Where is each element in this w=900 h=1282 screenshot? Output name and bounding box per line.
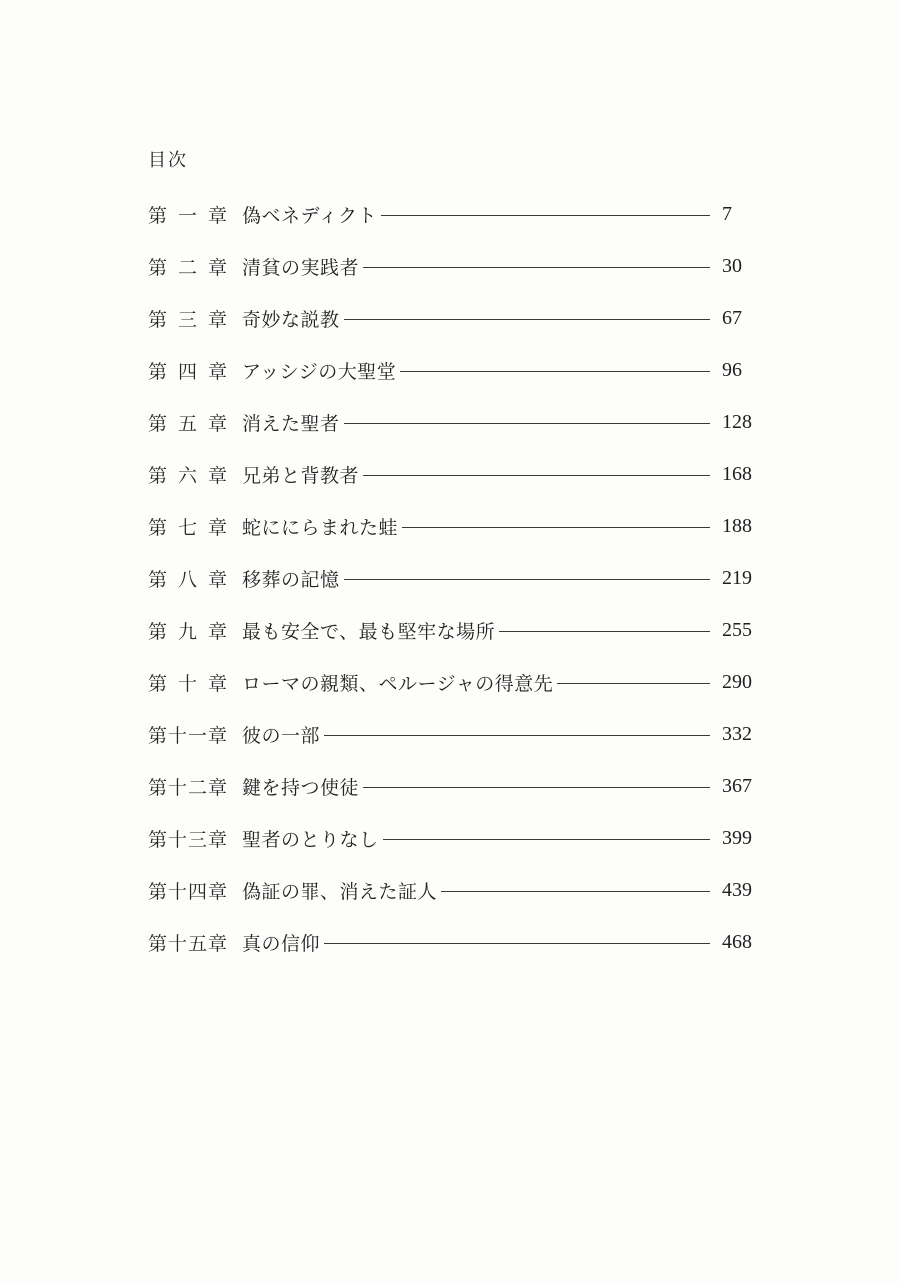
toc-entry	[148, 188, 758, 240]
chapter-number: 第十二章	[148, 777, 227, 799]
chapter-number: 第十四章	[148, 881, 227, 903]
chapter-title: 偽ベネディクト	[242, 205, 377, 227]
leader-line	[344, 423, 710, 424]
leader-line	[363, 787, 710, 788]
leader-line	[499, 631, 710, 632]
chapter-title: 偽証の罪、消えた証人	[242, 881, 438, 903]
chapter-title: 最も安全で、最も堅牢な場所	[242, 621, 496, 643]
page-number: 399	[722, 826, 752, 849]
chapter-number: 第十五章	[148, 933, 227, 955]
leader-line	[383, 839, 710, 840]
toc-entry	[148, 604, 758, 656]
page-number: 332	[722, 722, 752, 745]
toc-entry	[148, 240, 758, 292]
page-number: 255	[722, 618, 752, 641]
toc-entry	[148, 708, 758, 760]
toc-entry	[148, 760, 758, 812]
chapter-number: 第 一 章	[148, 205, 227, 227]
chapter-title: 移葬の記憶	[242, 569, 340, 591]
leader-line	[381, 215, 710, 216]
chapter-title: 聖者のとりなし	[242, 829, 379, 851]
page-number: 7	[722, 202, 732, 225]
chapter-number: 第 五 章	[148, 413, 227, 435]
page-number: 468	[722, 930, 752, 953]
toc-entry	[148, 812, 758, 864]
chapter-title: 彼の一部	[242, 725, 321, 747]
chapter-number: 第 十 章	[148, 673, 227, 695]
toc-entry	[148, 344, 758, 396]
chapter-title: 消えた聖者	[242, 413, 340, 435]
leader-line	[324, 943, 710, 944]
toc-entry	[148, 864, 758, 916]
toc-entry	[148, 448, 758, 500]
toc-entry	[148, 500, 758, 552]
toc-heading: 目次	[148, 150, 188, 170]
chapter-number: 第 二 章	[148, 257, 227, 279]
leader-line	[441, 891, 710, 892]
page-number: 67	[722, 306, 742, 329]
page-number: 219	[722, 566, 752, 589]
page-number: 290	[722, 670, 752, 693]
page-number: 367	[722, 774, 752, 797]
page-number: 188	[722, 514, 752, 537]
chapter-number: 第 三 章	[148, 309, 227, 331]
chapter-title: ローマの親類、ペルージャの得意先	[242, 673, 554, 695]
page-number: 96	[722, 358, 742, 381]
toc-entry	[148, 552, 758, 604]
chapter-number: 第 六 章	[148, 465, 227, 487]
chapter-number: 第 七 章	[148, 517, 227, 539]
leader-line	[363, 475, 710, 476]
toc-list	[148, 188, 758, 968]
chapter-title: 奇妙な説教	[242, 309, 340, 331]
chapter-number: 第十一章	[148, 725, 227, 747]
leader-line	[324, 735, 710, 736]
chapter-number: 第 九 章	[148, 621, 227, 643]
page-number: 168	[722, 462, 752, 485]
leader-line	[402, 527, 710, 528]
leader-line	[557, 683, 710, 684]
toc-entry	[148, 916, 758, 968]
chapter-title: 兄弟と背教者	[242, 465, 360, 487]
page-number: 30	[722, 254, 742, 277]
page-number: 128	[722, 410, 752, 433]
leader-line	[344, 579, 710, 580]
chapter-title: 蛇ににらまれた蛙	[242, 517, 399, 539]
chapter-number: 第 八 章	[148, 569, 227, 591]
leader-line	[400, 371, 710, 372]
chapter-title: 鍵を持つ使徒	[242, 777, 360, 799]
chapter-title: アッシジの大聖堂	[242, 361, 397, 383]
leader-line	[363, 267, 710, 268]
chapter-number: 第 四 章	[148, 361, 227, 383]
chapter-title: 真の信仰	[242, 933, 321, 955]
leader-line	[344, 319, 710, 320]
toc-entry	[148, 292, 758, 344]
page-number: 439	[722, 878, 752, 901]
chapter-number: 第十三章	[148, 829, 227, 851]
toc-entry	[148, 656, 758, 708]
chapter-title: 清貧の実践者	[242, 257, 360, 279]
toc-entry	[148, 396, 758, 448]
